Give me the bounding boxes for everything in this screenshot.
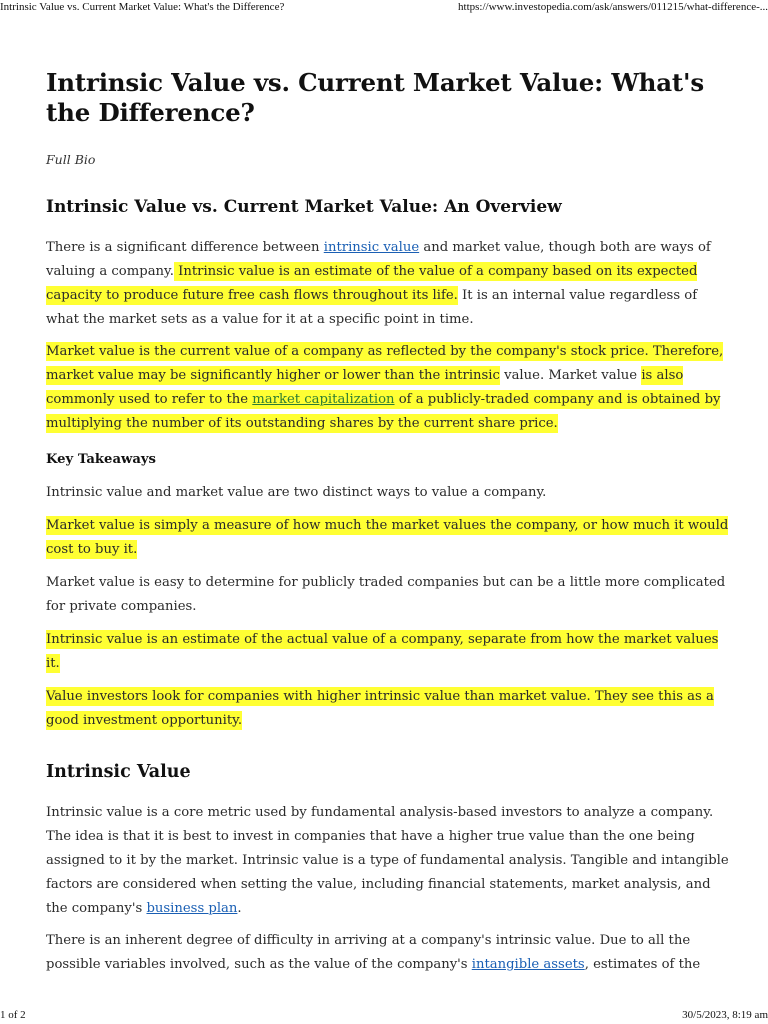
business-plan-link[interactable]: business plan	[146, 901, 238, 916]
page-number: 1 of 2	[0, 1009, 26, 1021]
print-header	[0, 0, 768, 18]
key-takeaway-item	[46, 685, 730, 733]
key-takeaway-item: Intrinsic value and market value are two distinct ways to value a company.	[46, 485, 547, 500]
highlight: is also commonly used to refer to the market capitalization of a publicly-traded company and is obtained by multiplying the number of its outstanding shares by the current share price.	[46, 368, 721, 431]
paragraph-intrinsic-1: Intrinsic value is a core metric used by fundamental analysis-based investors to analyze a company. The idea is that it is best to invest in companies that have a higher true value than the one being assigned to it by the market. Intrinsic value is a type of fundamental analysis. Tangible and intangible factors are considered when setting the value, including financial statements, market analysis, and the company's business plan.	[46, 805, 729, 916]
intrinsic-value-heading: Intrinsic Value	[46, 762, 191, 782]
highlight: Value investors look for companies with higher intrinsic value than market value. They see this as a good investment opportunity.	[46, 689, 714, 728]
print-header-title: Intrinsic Value vs. Current Market Value: What's the Difference?	[0, 1, 285, 13]
key-takeaway-item	[46, 514, 730, 562]
highlight: Intrinsic value is an estimate of the value of a company based on its expected capacity to produce future free cash flows throughout its life.	[46, 264, 698, 303]
key-takeaway-item	[46, 628, 730, 676]
article	[46, 68, 730, 977]
key-takeaway-item: Market value is easy to determine for publicly traded companies but can be a little more complicated for private companies.	[46, 575, 726, 614]
paragraph-overview-1: There is a significant difference between intrinsic value and market value, though both are ways of valuing a company. Intrinsic value is an estimate of the value of a company based on its expected capacity to produce future free cash flows throughout its life. It is an internal value regardless of what the market sets as a value for it at a specific point in time.	[46, 240, 711, 327]
overview-heading: Intrinsic Value vs. Current Market Value: An Overview	[46, 197, 562, 217]
article-title: Intrinsic Value vs. Current Market Value: What's the Difference?	[46, 68, 704, 127]
intrinsic-value-link[interactable]: intrinsic value	[323, 240, 420, 255]
print-datetime: 30/5/2023, 8:19 am	[682, 1009, 768, 1021]
highlight: Market value is the current value of a company as reflected by the company's stock price. Therefore, market value may be significantly higher or lower than the intrinsic	[46, 344, 724, 383]
paragraph-overview-2: Market value is the current value of a company as reflected by the company's stock price. Therefore, market value may be significantly higher or lower than the intrinsic value. Market value is also commonly used to refer to the market capitalization of a publicly-traded company and is obtained by multiplying the number of its outstanding shares by the current share price.	[46, 344, 724, 431]
paragraph-intrinsic-2: There is an inherent degree of difficulty in arriving at a company's intrinsic value. Due to all the possible variables involved, such as the value of the company's intangible assets, estimates of the	[46, 933, 701, 972]
highlight: Intrinsic value is an estimate of the actual value of a company, separate from how the market values it.	[46, 632, 719, 671]
print-footer	[0, 1006, 768, 1024]
byline[interactable]: Full Bio	[46, 152, 96, 167]
print-header-url: https://www.investopedia.com/ask/answers/011215/what-difference-...	[458, 1, 768, 13]
market-capitalization-link[interactable]: market capitalization	[252, 392, 395, 407]
key-takeaways-heading: Key Takeaways	[46, 452, 156, 467]
highlight: Market value is simply a measure of how much the market values the company, or how much it would cost to buy it.	[46, 518, 729, 557]
intangible-assets-link[interactable]: intangible assets	[471, 957, 585, 972]
